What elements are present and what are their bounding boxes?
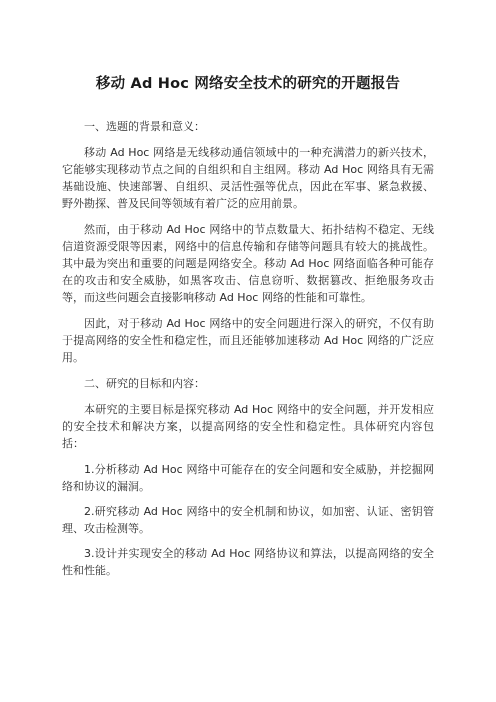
paragraph-goals-intro: 本研究的主要目标是探究移动 Ad Hoc 网络中的安全问题，并开发相应的安全技术和解决方案，以提高网络的安全性和稳定性。具体研究内容包括：	[62, 403, 434, 450]
paragraph-background-3: 因此，对于移动 Ad Hoc 网络中的安全问题进行深入的研究，不仅有助于提高网络的安全性和稳定性，而且还能够加速移动 Ad Hoc 网络的广泛应用。	[62, 317, 434, 364]
document-title: 移动 Ad Hoc 网络安全技术的研究的开题报告	[95, 76, 401, 92]
list-item-1: 1.分析移动 Ad Hoc 网络中可能存在的安全问题和安全威胁，并挖掘网络和协议的漏洞。	[62, 463, 434, 493]
paragraph-background-2: 然而，由于移动 Ad Hoc 网络中的节点数量大、拓扑结构不稳定、无线信道资源受限等因素，网络中的信息传输和存储等问题具有较大的挑战性。其中最为突出和重要的问题是网络安全。移动 Ad Hoc 网络面临各种可能存在的攻击和安全威胁，如黑客攻击、信息窃听、数据篡改、拒绝服务攻击等，而这些问题会直接影响移动 Ad Hoc 网络的性能和可靠性。	[62, 223, 434, 304]
paragraph-background-1: 移动 Ad Hoc 网络是无线移动通信领域中的一种充满潜力的新兴技术，它能够实现移动节点之间的自组织和自主组网。移动 Ad Hoc 网络具有无需基础设施、快速部署、自组织、灵活性强等优点，因此在军事、紧急救援、野外勘探、普及民间等领域有着广泛的应用前景。	[62, 146, 434, 210]
list-item-2: 2.研究移动 Ad Hoc 网络中的安全机制和协议，如加密、认证、密钥管理、攻击检测等。	[62, 505, 434, 535]
list-item-3: 3.设计并实现安全的移动 Ad Hoc 网络协议和算法，以提高网络的安全性和性能。	[62, 547, 434, 577]
section-heading-background: 一、选题的背景和意义：	[84, 120, 205, 133]
section-heading-goals: 二、研究的目标和内容：	[84, 377, 205, 390]
document-body	[62, 118, 434, 587]
